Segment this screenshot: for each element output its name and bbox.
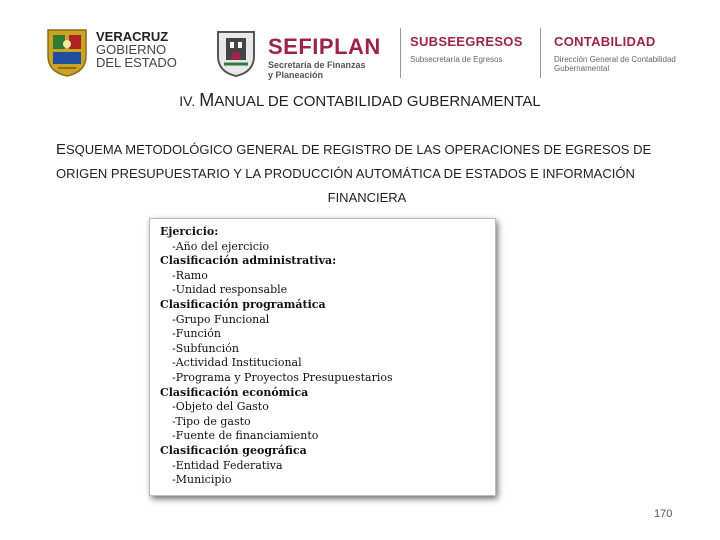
subsecretaria-subtitle: Subsecretaría de Egresos — [410, 55, 503, 64]
veracruz-line2: GOBIERNO — [96, 42, 167, 57]
classification-list — [150, 219, 495, 488]
page-header — [0, 0, 720, 88]
subsecretaria-block — [410, 34, 536, 64]
classification-item: -Grupo Funcional — [172, 312, 270, 326]
classification-box — [149, 218, 496, 496]
classification-item: -Unidad responsable — [172, 283, 288, 297]
veracruz-logo — [44, 24, 184, 80]
classification-heading: Clasificación programática — [160, 297, 326, 311]
sefiplan-logo — [212, 24, 392, 80]
classification-item: -Subfunción — [172, 341, 240, 355]
sefiplan-name: SEFIPLAN — [268, 34, 381, 59]
sefiplan-sub2: y Planeación — [268, 70, 324, 80]
header-divider — [540, 28, 541, 78]
classification-heading: Clasificación geográfica — [160, 443, 307, 457]
classification-item: -Ramo — [172, 268, 208, 282]
direccion-subtitle2: Gubernamental — [554, 64, 610, 73]
classification-item: -Objeto del Gasto — [172, 400, 269, 414]
veracruz-line3: DEL ESTADO — [96, 55, 177, 70]
classification-item: -Tipo de gasto — [172, 414, 251, 428]
esquema-initial: E — [56, 141, 67, 158]
classification-item: -Año del ejercicio — [172, 239, 270, 253]
classification-item: -Función — [172, 327, 221, 341]
esquema-line2: ORIGEN PRESUPUESTARIO Y LA PRODUCCIÓN AUTOMÁTICA DE ESTADOS E INFORMACIÓN — [56, 166, 635, 181]
page-number: 170 — [654, 508, 673, 520]
direccion-subtitle — [554, 55, 714, 73]
esquema-line1-text: SQUEMA METODOLÓGICO GENERAL DE REGISTRO DE LAS OPERACIONES DE EGRESOS DE — [66, 142, 652, 157]
classification-heading: Ejercicio: — [160, 225, 219, 238]
header-divider — [400, 28, 401, 78]
veracruz-seal-icon — [44, 26, 90, 78]
manual-initial: M — [199, 90, 215, 110]
section-heading — [56, 138, 678, 210]
classification-item: -Entidad Federativa — [172, 458, 283, 472]
classification-heading: Clasificación económica — [160, 385, 309, 399]
classification-item: -Programa y Proyectos Presupuestarios — [172, 370, 393, 384]
sefiplan-subtitle — [268, 60, 366, 80]
subsecretaria-title: SUBSEEGRESOS — [410, 34, 523, 49]
veracruz-line1: VERACRUZ — [96, 29, 169, 44]
esquema-line3: FINANCIERA — [327, 190, 407, 205]
sefiplan-sub1: Secretaría de Finanzas — [268, 60, 366, 70]
esquema-line1 — [56, 138, 678, 162]
sefiplan-shield-icon — [212, 26, 260, 78]
manual-number: IV. — [179, 93, 196, 109]
classification-item: -Actividad Institucional — [172, 356, 302, 370]
classification-heading: Clasificación administrativa: — [160, 254, 337, 268]
classification-item: -Fuente de financiamiento — [172, 429, 319, 443]
manual-rest: ANUAL DE CONTABILIDAD GUBERNAMENTAL — [214, 93, 541, 110]
direccion-subtitle1: Dirección General de Contabilidad — [554, 55, 676, 64]
classification-item: -Municipio — [172, 473, 232, 487]
manual-title — [0, 90, 720, 111]
direccion-title: CONTABILIDAD — [554, 34, 656, 49]
direccion-block — [554, 34, 714, 73]
